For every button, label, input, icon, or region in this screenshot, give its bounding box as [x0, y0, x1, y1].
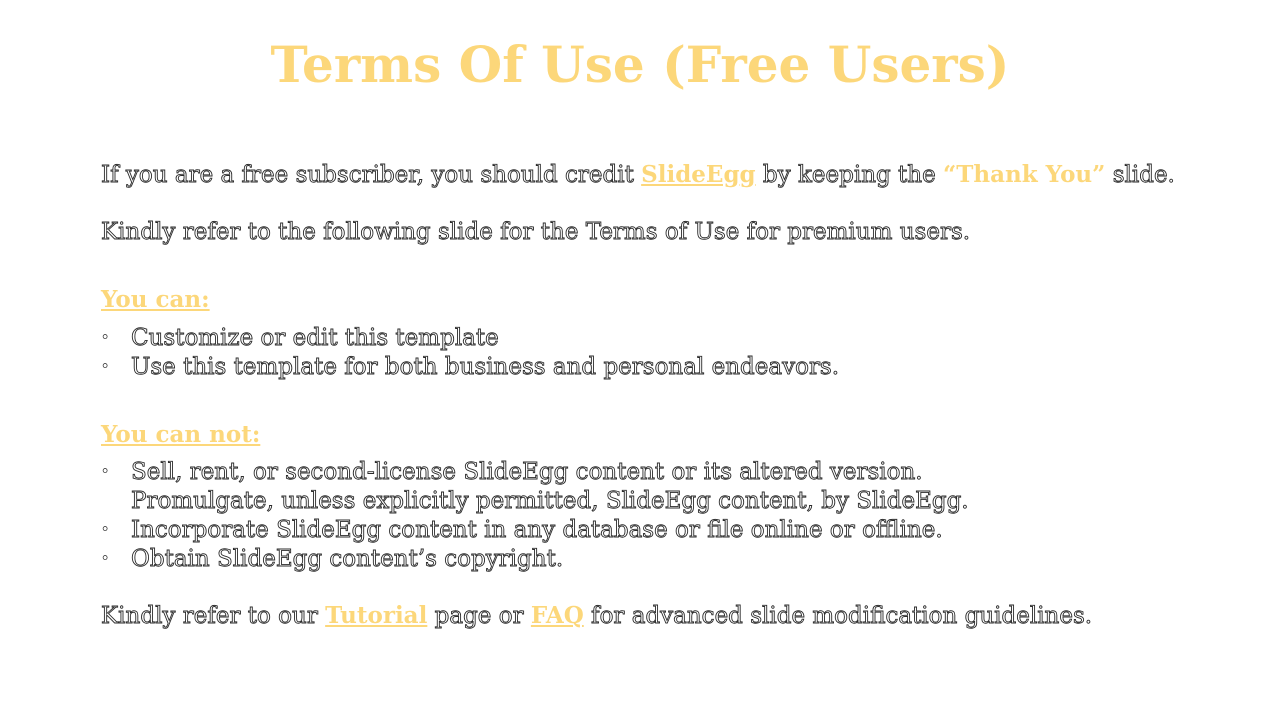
footer-text-middle: page or	[427, 603, 531, 629]
list-item	[101, 458, 969, 487]
slideegg-link[interactable]: SlideEgg	[641, 161, 756, 188]
list-item-text: Promulgate, unless explicitly permitted, SlideEgg content, by SlideEgg.	[131, 488, 969, 514]
tutorial-link[interactable]: Tutorial	[325, 602, 428, 629]
footer-text-after: for advanced slide modification guidelines.	[583, 603, 1093, 629]
footer-guidelines	[101, 601, 1092, 631]
intro-line-credit	[101, 160, 1175, 190]
list-item-text: Obtain SlideEgg content’s copyright.	[131, 546, 564, 572]
list-item-text: Use this template for both business and personal endeavors.	[131, 354, 840, 380]
list-item	[101, 545, 969, 574]
list-item	[101, 353, 839, 382]
bullet-dot-icon: •	[101, 551, 110, 567]
you-can-heading: You can:	[101, 286, 210, 313]
you-can-not-heading: You can not:	[101, 421, 261, 448]
thank-you-highlight: “Thank You”	[943, 161, 1106, 188]
bullet-dot-icon: •	[101, 359, 110, 375]
intro-text-middle: by keeping the	[755, 162, 944, 188]
page-title: Terms Of Use (Free Users)	[270, 35, 1010, 94]
intro-line-premium: Kindly refer to the following slide for the Terms of Use for premium users.	[101, 219, 971, 245]
bullet-dot-icon: •	[101, 464, 110, 480]
you-can-list	[101, 324, 839, 382]
faq-link[interactable]: FAQ	[530, 602, 584, 629]
list-item-text: Customize or edit this template	[131, 325, 499, 351]
list-item-text: Sell, rent, or second-license SlideEgg content or its altered version.	[131, 459, 923, 485]
you-can-not-list	[101, 458, 969, 574]
list-item	[101, 487, 969, 516]
bullet-dot-icon: •	[101, 522, 110, 538]
list-item	[101, 324, 839, 353]
list-item-text: Incorporate SlideEgg content in any database or file online or offline.	[131, 517, 943, 543]
intro-text-after: slide.	[1105, 162, 1175, 188]
footer-text-before: Kindly refer to our	[101, 603, 326, 629]
list-item	[101, 516, 969, 545]
bullet-dot-icon: •	[101, 330, 110, 346]
intro-text-before: If you are a free subscriber, you should credit	[101, 162, 642, 188]
